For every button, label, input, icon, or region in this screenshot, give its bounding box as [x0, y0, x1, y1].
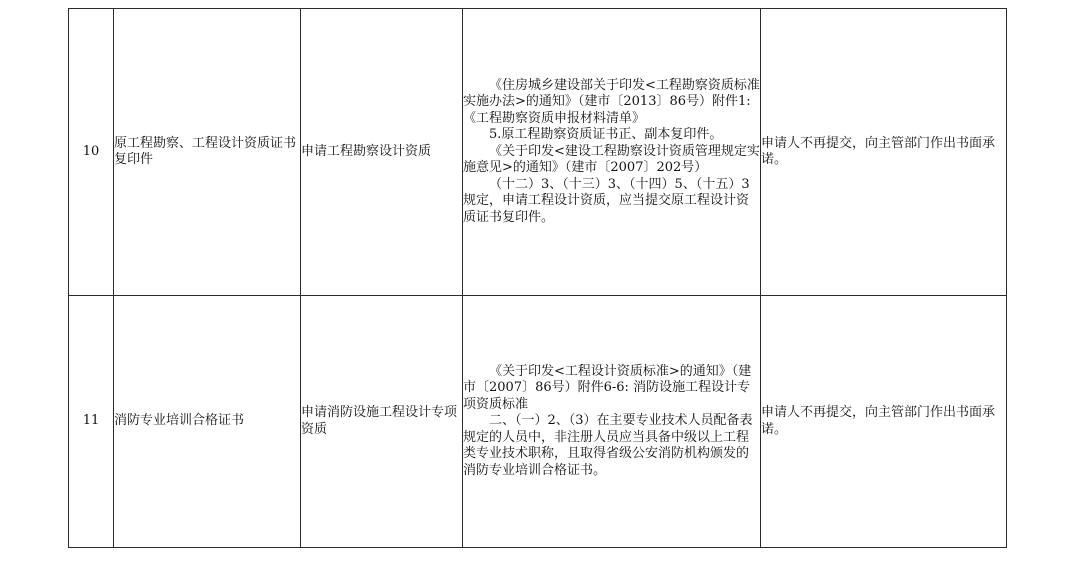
table-row	[69, 9, 1007, 296]
material-name	[114, 296, 301, 548]
handling-method	[761, 296, 1007, 548]
handling-method-text: 申请人不再提交，向主管部门作出书面承诺。	[761, 405, 996, 437]
legal-basis	[463, 296, 761, 548]
legal-basis-paragraph: 《住房城乡建设部关于印发<工程勘察资质标准实施办法>的通知》（建市〔2013〕86号）附件1:《工程勘察资质申报材料清单》	[463, 77, 760, 126]
legal-basis-paragraph: 《关于印发<工程设计资质标准>的通知》（建市〔2007〕86号）附件6-6: 消防设施工程设计专项资质标准	[463, 363, 752, 412]
material-name-text: 原工程勘察、工程设计资质证书复印件	[114, 135, 297, 167]
row-number: 10	[69, 9, 114, 296]
legal-basis-paragraph: 5.原工程勘察资质证书正、副本复印件。	[489, 127, 723, 143]
material-name	[114, 9, 301, 296]
handling-method-text: 申请人不再提交，向主管部门作出书面承诺。	[761, 135, 996, 167]
application-matter-text: 申请消防设施工程设计专项资质	[301, 405, 458, 437]
row-number: 11	[69, 296, 114, 548]
legal-basis-paragraph: （十二）3、（十三）3、（十四）5、（十五）3规定，申请工程设计资质，应当提交原工程设计资质证书复印件。	[463, 176, 750, 225]
legal-basis	[463, 9, 761, 296]
requirements-table	[68, 8, 1007, 548]
legal-basis-paragraph: 二、（一）2、（3）在主要专业技术人员配备表规定的人员中，非注册人员应当具备中级以上工程类专业技术职称，且取得省级公安消防机构颁发的消防专业培训合格证书。	[463, 413, 753, 478]
material-name-text: 消防专业培训合格证书	[114, 413, 245, 429]
table-row	[69, 296, 1007, 548]
application-matter	[301, 9, 463, 296]
legal-basis-paragraph: 《关于印发<建设工程勘察设计资质管理规定实施意见>的通知》（建市〔2007〕202号）	[463, 143, 760, 176]
application-matter-text: 申请工程勘察设计资质	[301, 143, 432, 159]
handling-method	[761, 9, 1007, 296]
application-matter	[301, 296, 463, 548]
